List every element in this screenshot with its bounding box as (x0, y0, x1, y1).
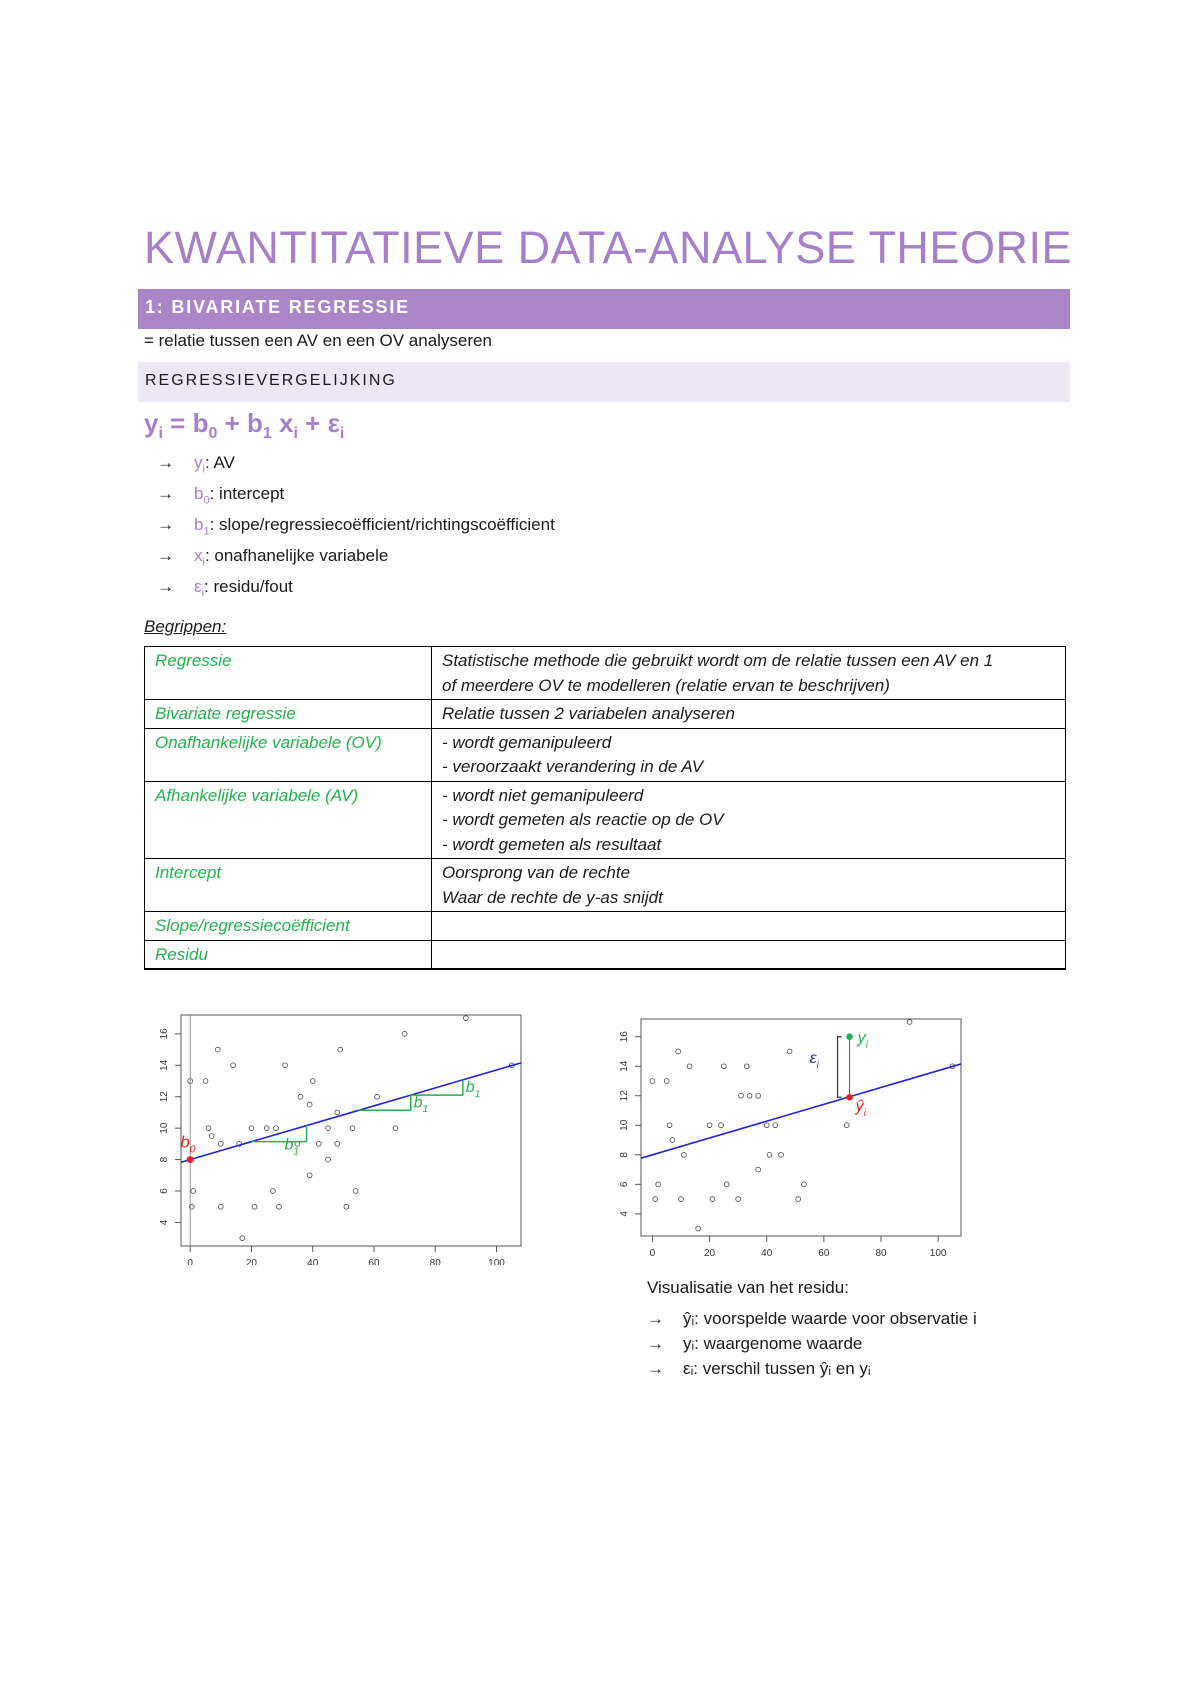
y-tick-label: 8 (159, 1156, 170, 1163)
intercept-label: $b_0$ (180, 1132, 196, 1156)
term-name: Regressie (145, 647, 432, 700)
y-tick-label: 10 (619, 1119, 630, 1131)
data-point (710, 1197, 715, 1202)
data-point (756, 1167, 761, 1172)
term-symbol: y (194, 453, 203, 472)
definition-line: - wordt gemeten als resultaat (442, 834, 662, 854)
y-tick-label: 14 (159, 1059, 170, 1071)
arrow-icon: → (157, 483, 174, 503)
subsection-heading: REGRESSIEVERGELIJKING (145, 372, 397, 389)
data-point (670, 1138, 675, 1143)
definition-line: Oorsprong van de rechte (442, 863, 631, 882)
data-point (653, 1197, 658, 1202)
slope-label: $b_1$ (465, 1079, 481, 1100)
data-point (679, 1197, 684, 1202)
formula-y: y (144, 408, 159, 438)
x-tick-label: 80 (429, 1258, 441, 1265)
data-point (787, 1049, 792, 1054)
definition-line: of meerdere OV te modelleren (relatie ervan te beschrijven) (442, 675, 890, 695)
data-point (270, 1189, 275, 1194)
data-point (310, 1079, 315, 1084)
x-tick-label: 100 (488, 1258, 505, 1265)
data-point (350, 1126, 355, 1131)
residual-list (647, 1306, 977, 1381)
term-name: Slope/regressiecoëfficient (145, 912, 432, 941)
data-point (316, 1141, 321, 1146)
formula-b1-sub: 1 (262, 425, 272, 443)
definition-line (442, 943, 1055, 968)
term-description: : residu/fout (204, 576, 293, 596)
data-point (249, 1126, 254, 1131)
term-name: Afhankelijke variabele (AV) (145, 781, 432, 859)
section-heading: 1: BIVARIATE REGRESSIE (145, 297, 410, 317)
data-point (326, 1126, 331, 1131)
data-point (191, 1189, 196, 1194)
data-point (656, 1182, 661, 1187)
data-point (402, 1031, 407, 1036)
slope-label: $b_1$ (284, 1136, 300, 1158)
definition-line: Statistische methode die gebruikt wordt om de relatie tussen een AV en 1 (442, 651, 994, 670)
x-tick-label: 40 (761, 1248, 773, 1259)
definition-line: Relatie tussen 2 variabelen analyseren (442, 704, 735, 723)
arrow-icon: → (157, 453, 174, 472)
arrow-icon: → (647, 1334, 664, 1353)
data-point (739, 1093, 744, 1098)
data-point (650, 1079, 655, 1084)
formula-b0: b (192, 408, 209, 438)
predicted-point (846, 1094, 853, 1101)
term-definition (432, 912, 1066, 941)
arrow-icon: → (157, 545, 174, 565)
data-point (307, 1102, 312, 1107)
y-tick-label: 6 (159, 1188, 170, 1194)
data-point (215, 1047, 220, 1052)
term-name: Bivariate regressie (145, 700, 432, 729)
data-point (335, 1110, 340, 1115)
y-tick-label: 12 (159, 1091, 170, 1103)
intercept-point (187, 1156, 194, 1163)
data-point (335, 1141, 340, 1146)
term-description: : onafhanelijke variabele (204, 545, 389, 565)
data-point (298, 1094, 303, 1099)
data-point (274, 1126, 279, 1131)
data-point (721, 1064, 726, 1069)
table-row (145, 859, 1066, 912)
residual-item: yᵢ: waargenome waarde (683, 1334, 863, 1353)
data-point (240, 1236, 245, 1241)
term-definition (432, 700, 1066, 729)
data-point (696, 1226, 701, 1231)
begrippen-label: Begrippen: (144, 617, 227, 636)
data-point (264, 1126, 269, 1131)
x-tick-label: 20 (245, 1258, 258, 1265)
observed-label: $y_i$ (857, 1029, 868, 1051)
arrow-icon: → (157, 576, 174, 596)
data-point (375, 1094, 380, 1099)
y-tick-label: 10 (159, 1122, 170, 1134)
residual-heading: Visualisatie van het residu: (647, 1278, 849, 1297)
data-point (393, 1126, 398, 1131)
list-item (647, 1331, 977, 1356)
arrow-icon: → (157, 514, 174, 534)
definition-line: - veroorzaakt verandering in de AV (442, 757, 704, 776)
data-point (283, 1063, 288, 1068)
regression-chart-intercept-slope (140, 1003, 540, 1265)
list-item (647, 1306, 977, 1331)
list-item (144, 482, 555, 513)
formula-term-list (144, 451, 555, 605)
term-description: : AV (204, 453, 235, 472)
definition-line: Waar de rechte de y-as snijdt (442, 887, 663, 907)
list-item (647, 1356, 977, 1381)
data-point (218, 1141, 223, 1146)
data-point (736, 1197, 741, 1202)
formula-b0-sub: 0 (208, 425, 218, 443)
y-tick-label: 12 (619, 1090, 630, 1102)
regression-chart-residual (600, 1010, 970, 1266)
table-row (145, 700, 1066, 729)
x-tick-label: 20 (704, 1248, 716, 1259)
term-symbol: b (194, 514, 204, 534)
data-point (218, 1204, 223, 1209)
y-tick-label: 6 (619, 1181, 630, 1188)
list-item (144, 451, 555, 482)
data-point (681, 1152, 686, 1157)
term-definition (432, 859, 1066, 912)
data-point (326, 1157, 331, 1162)
y-tick-label: 14 (619, 1060, 630, 1072)
term-subscript: i (201, 586, 205, 599)
data-point (796, 1197, 801, 1202)
table-row (145, 728, 1066, 781)
data-point (724, 1182, 729, 1187)
data-point (231, 1063, 236, 1068)
x-tick-label: 100 (929, 1248, 947, 1259)
regression-line (641, 1064, 961, 1158)
formula-epsilon-sub: i (339, 425, 345, 443)
data-point (667, 1123, 672, 1128)
term-definition (432, 940, 1066, 969)
term-symbol: b (194, 483, 204, 503)
arrow-icon: → (647, 1309, 664, 1328)
term-subscript: 1 (203, 525, 210, 538)
x-tick-label: 80 (875, 1248, 887, 1259)
data-point (764, 1123, 769, 1128)
data-point (277, 1204, 282, 1209)
arrow-icon: → (647, 1359, 664, 1378)
residual-label: $\varepsilon_i$ (809, 1049, 819, 1071)
data-point (676, 1049, 681, 1054)
terms-table (144, 646, 1066, 970)
list-item (144, 513, 555, 544)
table-row (145, 781, 1066, 859)
term-description: : slope/regressiecoëfficient/richtingscoëfficient (209, 514, 555, 534)
data-point (344, 1204, 349, 1209)
formula-plus: + (297, 408, 328, 438)
table-row (145, 647, 1066, 700)
list-item (144, 544, 555, 575)
observed-point (846, 1033, 853, 1040)
formula-x-sub: i (293, 425, 298, 443)
data-point (801, 1182, 806, 1187)
formula-x: x (271, 408, 294, 438)
x-tick-label: 0 (187, 1258, 193, 1265)
data-point (664, 1079, 669, 1084)
term-subscript: 0 (203, 494, 210, 507)
term-definition (432, 781, 1066, 859)
page-title: KWANTITATIEVE DATA-ANALYSE THEORIE (144, 222, 1072, 273)
data-point (744, 1064, 749, 1069)
term-subscript: i (202, 463, 205, 476)
data-point (203, 1079, 208, 1084)
x-tick-label: 40 (307, 1258, 319, 1265)
term-symbol: ε (194, 576, 202, 596)
y-tick-label: 4 (159, 1219, 170, 1226)
formula-eq: = (162, 408, 193, 438)
data-point (206, 1126, 211, 1131)
residual-explanation (647, 1278, 977, 1381)
data-point (209, 1134, 214, 1139)
list-item (144, 575, 555, 606)
data-point (307, 1173, 312, 1178)
definition-line: - wordt gemanipuleerd (442, 732, 612, 752)
data-point (779, 1152, 784, 1157)
plot-frame (641, 1019, 961, 1236)
data-point (353, 1189, 358, 1194)
data-point (756, 1093, 761, 1098)
slope-label: $b_1$ (413, 1094, 429, 1116)
term-definition (432, 647, 1066, 700)
data-point (338, 1047, 343, 1052)
definition-line: - wordt niet gemanipuleerd (442, 785, 644, 805)
residual-item: εᵢ: verschil tussen ŷᵢ en yᵢ (683, 1359, 871, 1378)
term-definition (432, 728, 1066, 781)
data-point (463, 1016, 468, 1021)
table-row (145, 940, 1066, 969)
table-row (145, 912, 1066, 941)
formula-epsilon: ε (327, 408, 340, 438)
x-tick-label: 60 (368, 1258, 380, 1265)
formula-plus: + (217, 408, 247, 438)
term-subscript: i (202, 556, 205, 569)
x-tick-label: 0 (649, 1248, 656, 1259)
residual-item: ŷᵢ: voorspelde waarde voor observatie i (683, 1309, 977, 1328)
data-point (767, 1152, 772, 1157)
data-point (687, 1064, 692, 1069)
regression-formula (144, 408, 344, 443)
definition-line: - wordt gemeten als reactie op de OV (442, 810, 724, 829)
term-name: Onafhankelijke variabele (OV) (145, 728, 432, 781)
y-tick-label: 16 (159, 1028, 170, 1040)
data-point (252, 1204, 257, 1209)
term-description: : intercept (209, 483, 285, 503)
data-point (719, 1123, 724, 1128)
y-tick-label: 4 (619, 1211, 630, 1217)
y-tick-label: 16 (619, 1031, 630, 1043)
x-tick-label: 60 (818, 1248, 830, 1259)
data-point (844, 1123, 849, 1128)
formula-y-sub: i (158, 425, 163, 443)
data-point (773, 1123, 778, 1128)
data-point (907, 1020, 912, 1025)
regression-line (181, 1063, 521, 1162)
definition-line (442, 914, 1055, 939)
y-tick-label: 8 (619, 1152, 630, 1158)
section-intro: = relatie tussen een AV en een OV analyseren (144, 331, 492, 350)
term-name: Intercept (145, 859, 432, 912)
residual-bracket (838, 1037, 842, 1098)
term-name: Residu (145, 940, 432, 969)
data-point (747, 1093, 752, 1098)
predicted-label: $ŷ_i$ (855, 1098, 866, 1120)
data-point (707, 1123, 712, 1128)
formula-b1: b (247, 408, 263, 438)
term-symbol: x (194, 545, 203, 565)
plot-frame (181, 1015, 521, 1246)
